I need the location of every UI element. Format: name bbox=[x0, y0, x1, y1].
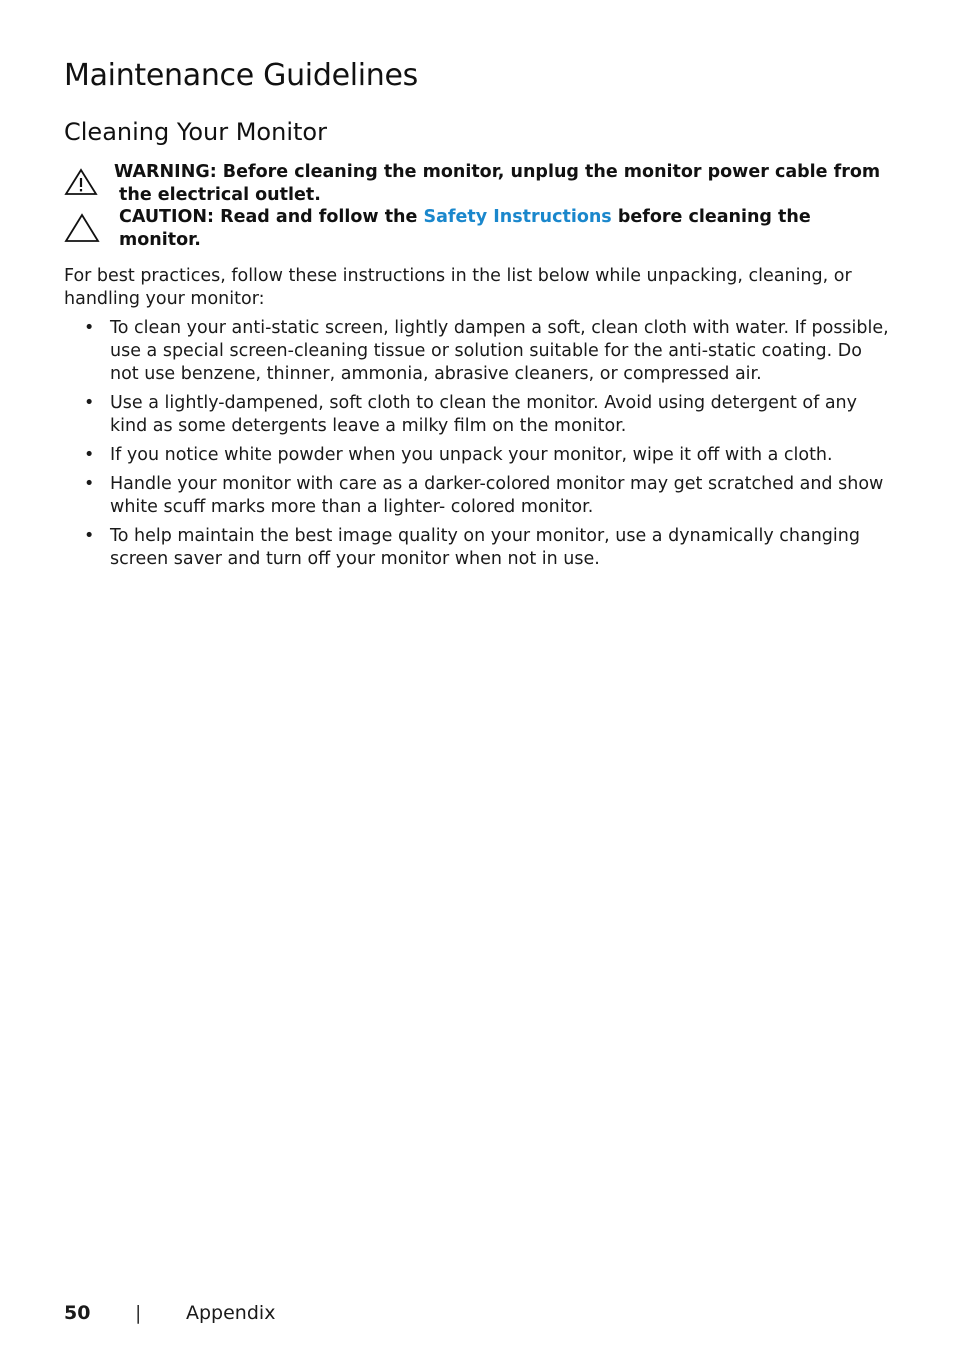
safety-instructions-link[interactable]: Safety Instructions bbox=[423, 207, 612, 227]
list-item-text: If you notice white powder when you unpack your monitor, wipe it off with a cloth. bbox=[110, 445, 833, 465]
intro-paragraph: For best practices, follow these instructions in the list below while unpacking, cleaning, or handling your monitor: bbox=[64, 266, 852, 309]
bullet-icon: • bbox=[84, 526, 95, 546]
warning-line-2: the electrical outlet. bbox=[119, 185, 321, 205]
list-item-text: To clean your anti-static screen, lightly dampen a soft, clean cloth with water. If possible, use a special screen-cleaning tissue or solution suitable for the anti-static coating. Do not use benzene, thinner, ammonia, abrasive cleaners, or compressed air. bbox=[110, 318, 889, 384]
warning-triangle-icon bbox=[64, 168, 98, 203]
caution-triangle-icon bbox=[64, 213, 100, 250]
list-item bbox=[64, 525, 894, 571]
bullet-icon: • bbox=[84, 474, 95, 494]
page-number: 50 bbox=[64, 1302, 91, 1324]
bullet-icon: • bbox=[84, 393, 95, 413]
page-title: Maintenance Guidelines bbox=[64, 58, 419, 93]
caution-notice bbox=[64, 206, 894, 252]
caution-prefix: CAUTION: Read and follow the bbox=[119, 207, 424, 227]
list-item-text: To help maintain the best image quality on your monitor, use a dynamically changing screen saver and turn off your monitor when not in use. bbox=[110, 526, 860, 569]
list-item bbox=[64, 444, 894, 467]
bullet-icon: • bbox=[84, 445, 95, 465]
section-title: Cleaning Your Monitor bbox=[64, 118, 327, 146]
cleaning-instructions-list bbox=[64, 317, 894, 577]
caution-suffix: before cleaning the monitor. bbox=[119, 207, 811, 250]
footer-section-name: Appendix bbox=[186, 1302, 276, 1324]
warning-line-1: WARNING: Before cleaning the monitor, unplug the monitor power cable from bbox=[114, 162, 881, 182]
warning-text bbox=[64, 161, 894, 207]
list-item bbox=[64, 473, 894, 519]
list-item-text: Use a lightly-dampened, soft cloth to clean the monitor. Avoid using detergent of any kind as some detergents leave a milky film on the monitor. bbox=[110, 393, 857, 436]
caution-text bbox=[64, 206, 894, 252]
list-item-text: Handle your monitor with care as a darker-colored monitor may get scratched and show white scuff marks more than a lighter- colored monitor. bbox=[110, 474, 884, 517]
bullet-icon: • bbox=[84, 318, 95, 338]
list-item bbox=[64, 392, 894, 438]
footer-separator: | bbox=[135, 1302, 142, 1324]
warning-notice bbox=[64, 161, 894, 207]
list-item bbox=[64, 317, 894, 386]
